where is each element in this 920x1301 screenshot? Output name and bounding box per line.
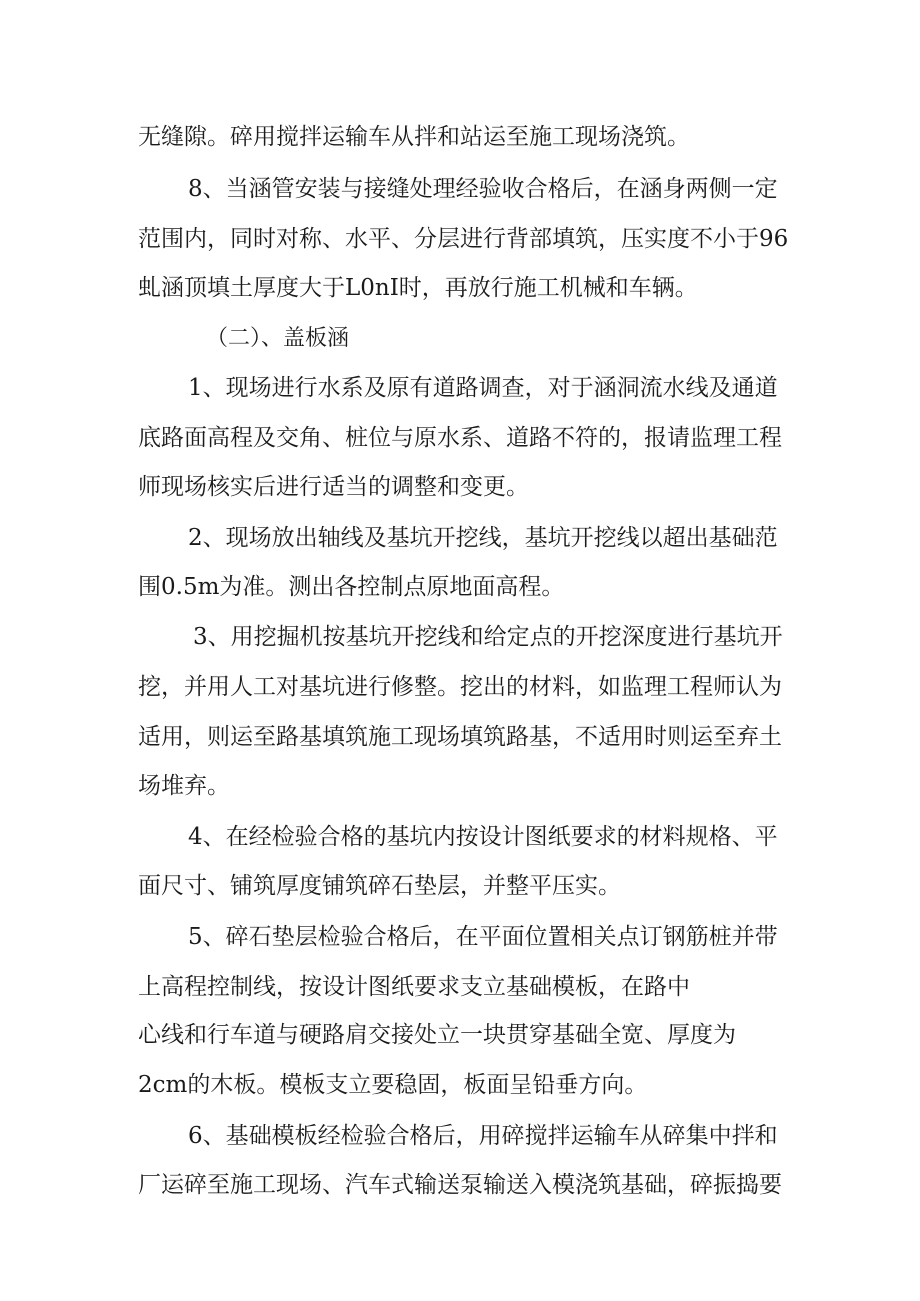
text-line: 师现场核实后进行适当的调整和变更。 [138, 474, 529, 500]
text-line: 8、当涵管安装与接缝处理经验收合格后，在涵身两侧一定 [188, 176, 778, 202]
text-line: 2、现场放出轴线及基坑开挖线，基坑开挖线以超出基础范 [188, 525, 778, 551]
text-line: 场堆弃。 [138, 773, 230, 799]
text-line: 厂运碎至施工现场、汽车式输送泵输送入模浇筑基础，碎振捣要 [138, 1172, 782, 1198]
text-line: 适用，则运至路基填筑施工现场填筑路基，不适用时则运至弃土 [138, 724, 782, 750]
text-line: 6、基础模板经检验合格后，用碎搅拌运输车从碎集中拌和 [188, 1123, 778, 1149]
text-line: 心线和行车道与硬路肩交接处立一块贯穿基础全宽、厚度为 [138, 1022, 736, 1048]
text-line: 挖，并用人工对基坑进行修整。挖出的材料，如监理工程师认为 [138, 674, 782, 700]
text-line: 3、用挖掘机按基坑开挖线和给定点的开挖深度进行基坑开 [193, 624, 783, 650]
text-line: 虬涵顶填土厚度大于L0nI时，再放行施工机械和车辆。 [138, 275, 698, 301]
text-line: 面尺寸、铺筑厚度铺筑碎石垫层，并整平压实。 [138, 873, 621, 899]
text-line: 5、碎石垫层检验合格后，在平面位置相关点订钢筋桩并带 [188, 924, 778, 950]
section-heading: （二）、盖板涵 [206, 326, 350, 351]
text-line: 4、在经检验合格的基坑内按设计图纸要求的材料规格、平 [188, 824, 778, 850]
text-line: 围0.5m为准。测出各控制点原地面高程。 [138, 574, 565, 600]
text-line: 1、现场进行水系及原有道路调查，对于涵洞流水线及通道 [188, 375, 778, 401]
text-line: 无缝隙。碎用搅拌运输车从拌和站运至施工现场浇筑。 [138, 124, 690, 150]
text-line: 2cm的木板。模板支立要稳固，板面呈铅垂方向。 [138, 1072, 648, 1098]
text-line: 上高程控制线，按设计图纸要求支立基础模板，在路中 [138, 974, 690, 1000]
text-line: 底路面高程及交角、桩位与原水系、道路不符的，报请监理工程 [138, 425, 782, 451]
text-line: 范围内，同时对称、水平、分层进行背部填筑，压实度不小于96 [138, 226, 789, 252]
